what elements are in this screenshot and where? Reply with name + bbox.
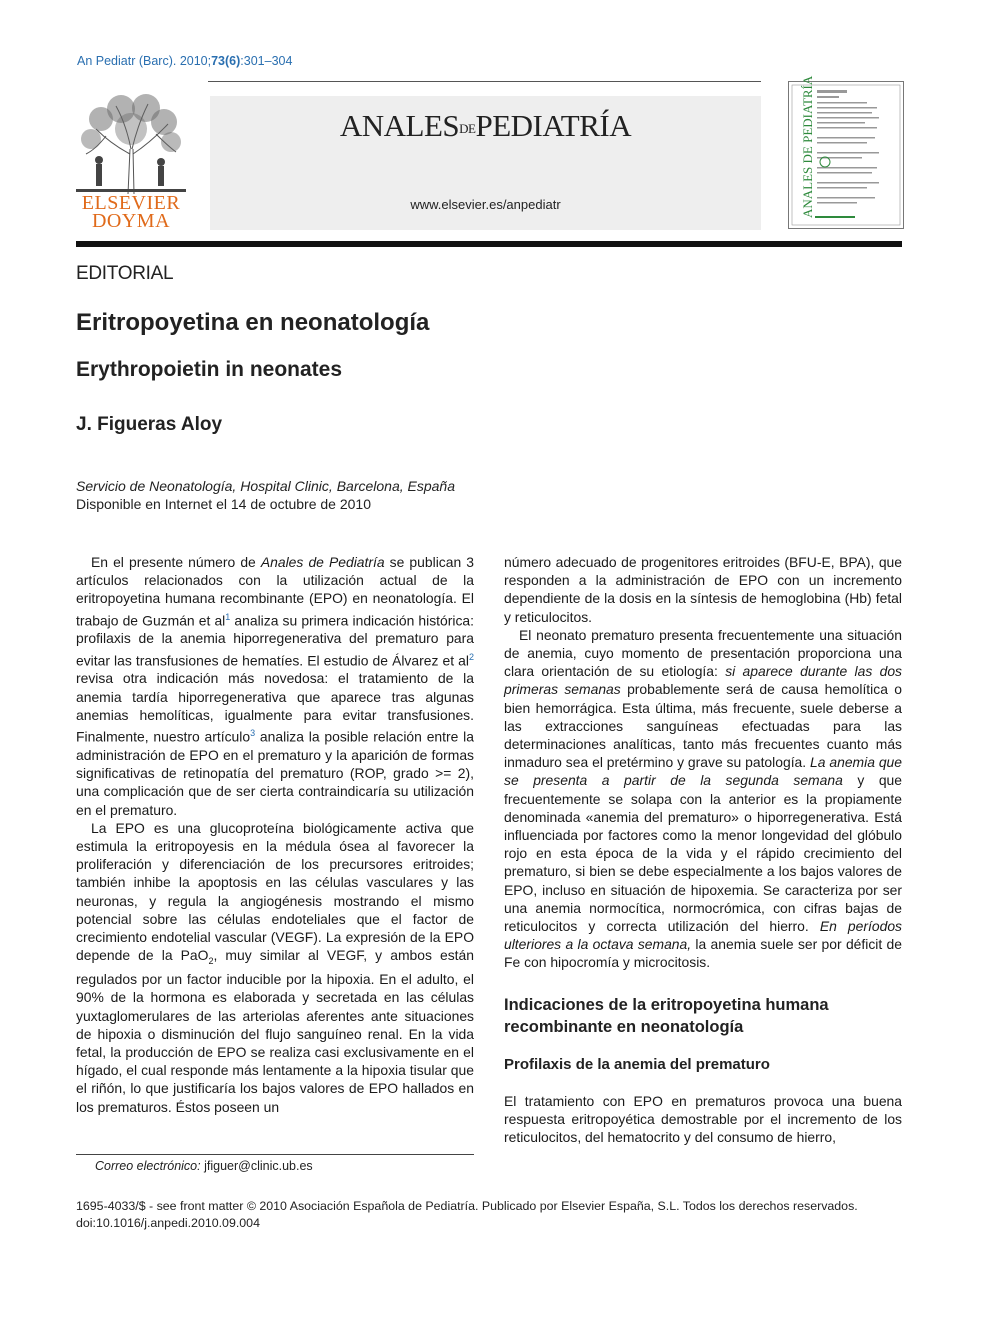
paragraph-5: El tratamiento con EPO en prematuros provoca una buena respuesta eritropoyética demostrable por el incremento de los reticulocitos, del hematocrito y del consumo de hierro, <box>504 1092 902 1146</box>
elsevier-tree-logo-icon <box>76 94 186 194</box>
p1-text-a: En el presente número de <box>91 554 261 570</box>
p1-text-b: se publican 3 artículos relacionados con la utilización actual de la eritropoyetina humana recombinante (EPO) en neonatología. El trabajo de Guzmán et al <box>76 554 474 629</box>
journal-title <box>210 108 761 144</box>
p4-italic-2: La anemia que se presenta a partir de la segunda semana <box>504 754 903 789</box>
journal-citation[interactable] <box>77 54 292 68</box>
paragraph-1 <box>76 553 474 819</box>
p4-italic-1: si aparece durante las dos primeras semanas <box>504 663 903 698</box>
p1-journal-name: Anales de Pediatría <box>260 554 385 570</box>
p1-text-d: revisa otra indicación más novedosa: el tratamiento de la anemia tardía hiporregenerativa que aparece tras algunas anemias hemolíticas, igualmente para evitar transfusiones. Finalmente, nuestro artículo <box>76 670 474 745</box>
section-label: EDITORIAL <box>76 263 174 284</box>
header-thick-rule <box>76 241 902 247</box>
article-title-english: Erythropoietin in neonates <box>76 358 343 381</box>
footnote-rule <box>76 1154 474 1155</box>
publisher-name-2: DOYMA <box>91 210 171 232</box>
publisher-name-1: ELSEVIER <box>81 192 181 214</box>
p4-text-c: y que frecuentemente se solapa con la anterior es la propiamente denominada «anemia del prematuro» o hiporregenerativa. Está influenciada por factores como la menor longevidad del glóbulo rojo en esta época de la vida y el rápido crecimiento del prematuro, si bien se debe especialmente a los bajos valores de EPO, incluso en situación de hipoxemia. Se caracteriza por ser una anemia normocítica, normocrómica, con cifras bajas de reticulocitos y correcta utilización del hierro. <box>504 772 902 935</box>
copyright-line: 1695-4033/$ - see front matter © 2010 Asociación Española de Pediatría. Publicado por Elsevier España, S.L. Todos los derechos reservados. <box>76 1199 858 1213</box>
journal-url[interactable]: www.elsevier.es/anpediatr <box>410 197 561 212</box>
p4-text-b: probablemente será de causa hemolítica o bien hemorrágica. Esta última, más frecuente, suele deberse a las extracciones sanguíneas efectuadas para las determinaciones analíticas, tanto más frecuentes cuanto más inmaduro sea el pretérmino y grave su patología. <box>504 681 902 771</box>
article-title-spanish: Eritropoyetina en neonatología <box>76 309 430 336</box>
p4-text-d: la anemia suele ser por déficit de Fe con hipocromía y microcitosis. <box>504 936 902 971</box>
p2-subscript: 2 <box>208 955 214 966</box>
citation-pages: :301–304 <box>240 54 293 68</box>
author-email-link[interactable]: jfiguer@clinic.ub.es <box>204 1159 313 1173</box>
journal-cover-thumbnail <box>788 75 904 229</box>
journal-title-de: DE <box>459 120 476 136</box>
p2-text-a: La EPO es una glucoproteína biológicamente activa que estimula la eritropoyesis en la médula ósea al favorecer la proliferación y diferenciación de los precursores eritroides; también inhibe la apoptosis en las células vasculares y las neuronas, y regula la angiogénesis mostrando el mismo potencial sobre las células endoteliales que el factor de crecimiento endotelial vascular (VEGF). La expresión de la EPO depende de la PaO <box>76 819 474 964</box>
paragraph-4 <box>504 626 902 972</box>
paragraph-2 <box>76 819 474 1116</box>
body-column-left <box>76 553 474 1116</box>
body-column-right <box>504 553 902 1146</box>
p1-text-e: analiza la posible relación entre la administración de EPO en el prematuro y la aparición de formas significativas de retinopatía del prematuro (ROP, grado >= 2), una complicación que de ser cierta contraindicaría su utilización en el prematuro. <box>76 728 474 818</box>
author-name: J. Figueras Aloy <box>76 414 223 435</box>
footnote-label: Correo electrónico: <box>95 1159 201 1173</box>
reference-link-1[interactable]: 1 <box>225 611 231 622</box>
journal-title-part-a: ANALES <box>339 108 460 143</box>
subsection-heading: Profilaxis de la anemia del prematuro <box>504 1055 770 1073</box>
p1-text-c: analiza su primera indicación histórica: profilaxis de la anemia hiporregenerativa del prematuro para evitar las transfusiones de hematíes. El estudio de Álvarez et al <box>76 612 474 669</box>
p4-italic-3: En períodos ulteriores a la octava semana, <box>504 918 902 953</box>
reference-link-3[interactable]: 3 <box>250 728 256 739</box>
online-availability: Disponible en Internet el 14 de octubre de 2010 <box>76 496 371 512</box>
p2-text-b: , muy similar al VEGF, y ambos están regulados por un factor inducible por la hipoxia. En el adulto, el 90% de la hormona es elaborada y secretada en las células yuxtaglomerulares de las arteriolas aferentes ante situaciones de hipoxia o disminución del flujo sanguíneo renal. En la vida fetal, la producción de EPO se realiza casi exclusivamente en el hígado, el cual responde más lentamente a la hipoxia tisular que el riñón, lo que justificaría los bajos valores de EPO hallados en los prematuros. Éstos poseen un <box>76 947 474 1115</box>
paragraph-3: número adecuado de progenitores eritroides (BFU-E, BPA), que responden a la administración de EPO con un incremento dependiente de la dosis en la síntesis de hemoglobina (Hb) fetal y reticulocitos. <box>504 554 902 625</box>
p4-text-a: El neonato prematuro presenta frecuentemente una situación de anemia, cuyo momento de presentación proporciona una clara orientación de su etiología: <box>504 626 902 680</box>
correspondence-footnote <box>95 1159 313 1173</box>
citation-volume: 73(6) <box>211 54 241 68</box>
doi-line[interactable]: doi:10.1016/j.anpedi.2010.09.004 <box>76 1216 260 1230</box>
author-affiliation: Servicio de Neonatología, Hospital Clinic, Barcelona, España <box>76 478 455 494</box>
journal-title-part-b: PEDIATRÍA <box>475 108 632 143</box>
citation-prefix: An Pediatr (Barc). 2010; <box>77 54 212 68</box>
reference-link-2[interactable]: 2 <box>468 651 474 662</box>
cover-journal-title: ANALES DE PEDIATRÍA <box>800 75 815 218</box>
header-top-rule <box>208 81 761 82</box>
publisher-logo-text <box>76 194 186 230</box>
section-heading: Indicaciones de la eritropoyetina humana recombinante en neonatología <box>504 995 829 1036</box>
